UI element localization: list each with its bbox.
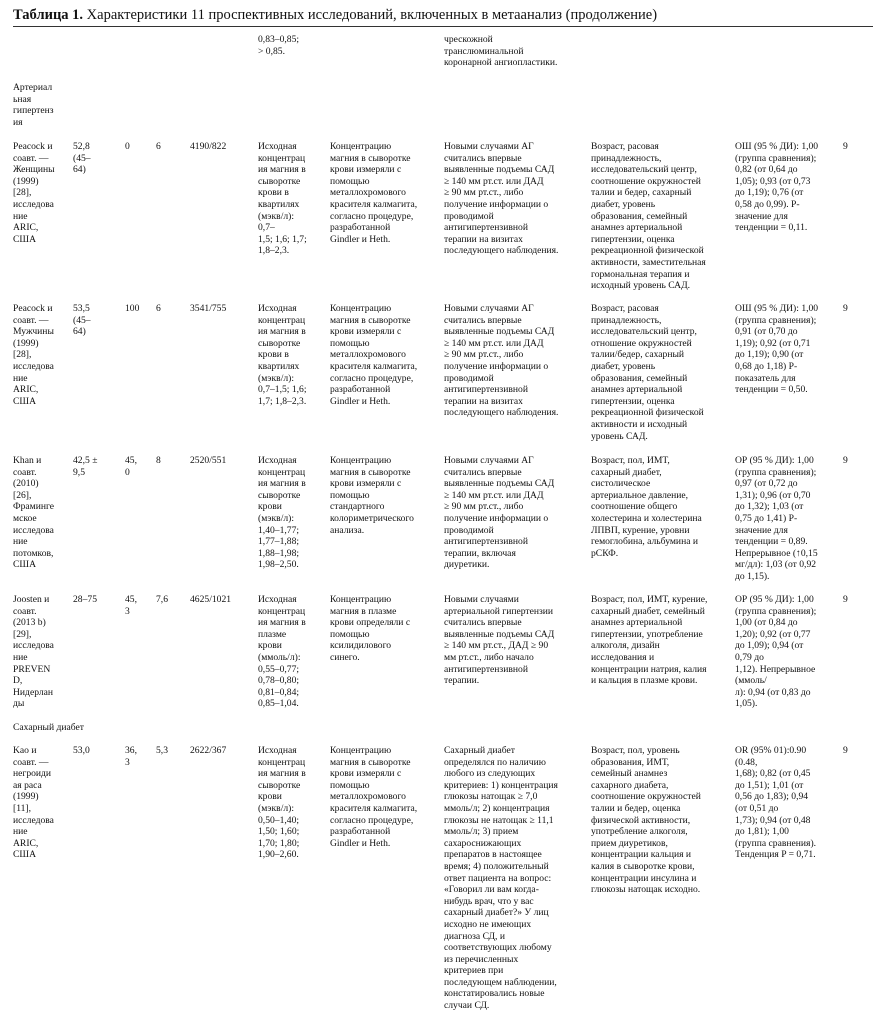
cell-male-percent: 36, 3 (125, 745, 137, 768)
cell-outcome: Новыми случаями АГ считались впервые выявленные подъемы САД ≥ 140 мм рт.ст. или ДАД ≥ 90 мм рт.ст., либо получение информации о проводимой антигипертензивной терапии на визитах последующего наблюдения. (444, 303, 559, 419)
cell-measurement: Концентрацию магния в сыворотке крови измеряли с помощью металлохромового красителя калмагита, согласно процедуре, разработанной Gindler и Heth. (330, 745, 418, 849)
cell-risk-estimate: ОШ (95 % ДИ): 1,00 (группа сравнения); 0,82 (от 0,64 до 1,05); 0,93 (от 0,73 до 1,19); 0,76 (от 0,58 до 0,99). P- значение для тенденции = 0,11. (735, 141, 819, 234)
cell-risk-estimate: ОР (95 % ДИ): 1,00 (группа сравнения); 1,00 (от 0,84 до 1,20); 0,92 (от 0,77 до 1,09); 0,94 (от 0,79 до 1,12). Непрерывное (ммоль/ л): 0,94 (от 0,83 до 1,05). (735, 594, 817, 710)
cell-outcome: Сахарный диабет определялся по наличию любого из следующих критериев: 1) концентрация глюкозы натощак ≥ 7,0 ммоль/л; 2) концентрация глюкозы не натощак ≥ 11,1 ммоль/л; 3) прием сахароснижающих препаратов в настоящее время; 4) положительный ответ пациента на вопрос: «Говорил ли вам когда- нибудь врач, что у вас сахарный диабет?» У лиц исходно не имеющих диагноза СД, и соответствующих любому из перечисленных критериев при последующем наблюдении, констатировались новые случаи СД. (444, 745, 558, 1012)
cell-measurement: Концентрацию магния в сыворотке крови измеряли с помощью стандартного колориметрического анализа. (330, 455, 414, 536)
cell-risk-estimate: ОР (95 % ДИ): 1,00 (группа сравнения); 0,97 (от 0,72 до 1,31); 0,96 (от 0,70 до 1,32); 1,03 (от 0,75 до 1,41) P- значение для тенденции = 0,89. Непрерывное (↑0,15 мг/дл): 1,03 (от 0,92 до 1,15). (735, 455, 818, 582)
cell-quality-score: 9 (843, 745, 848, 756)
table-title (13, 6, 657, 24)
cell-age: 53,0 (73, 745, 90, 756)
title-rule (13, 26, 873, 27)
continued-cell-exposure: 0,83–0,85; > 0,85. (258, 34, 300, 57)
cell-age: 28–75 (73, 594, 97, 605)
cell-measurement: Концентрацию магния в плазме крови определяли с помощью ксилидилового синего. (330, 594, 411, 663)
cell-risk-estimate: ОШ (95 % ДИ): 1,00 (группа сравнения); 0,91 (от 0,70 до 1,19); 0,92 (от 0,71 до 1,19); 0,90 (от 0,68 до 1,18) P- показатель для тенденции = 0,50. (735, 303, 819, 396)
cell-male-percent: 45, 3 (125, 594, 137, 617)
cell-study: Joosten и соавт. (2013 b) [29], исследова ние PREVEN D, Нидерлан ды (13, 594, 54, 710)
cell-male-percent: 45, 0 (125, 455, 137, 478)
cell-adjustments: Возраст, пол, уровень образования, ИМТ, семейный анамнез сахарного диабета, соотношение окружностей талии и бедер, оценка физической активности, употребление алкоголя, прием диуретиков, концентрации кальция и калия в сыворотке крови, концентрации инсулина и глюкозы натощак исходно. (591, 745, 701, 896)
cell-adjustments: Возраст, расовая принадлежность, исследовательский центр, соотношение окружностей талии и бедер, сахарный диабет, уровень образования, семейный анамнез артериальной гипертензии, оценка рекреационной физической активности, заместительная гормональная терапия и исходный уровень САД. (591, 141, 706, 292)
continued-cell-outcome: чрескожной транслюминальной коронарной ангиопластики. (444, 34, 558, 69)
table-title-label: Таблица 1. (13, 7, 84, 23)
cell-male-percent: 100 (125, 303, 140, 314)
cell-exposure: Исходная концентрац ия магния в сыворотке крови (мэкв/л): 1,40–1,77; 1,77–1,88; 1,88–1,98; 1,98–2,50. (258, 455, 306, 571)
cell-quality-score: 9 (843, 455, 848, 466)
cell-risk-estimate: OR (95% 01):0.90 (0.48, 1,68); 0,82 (от 0,45 до 1,51); 1,01 (от 0,56 до 1,83); 0,94 (от 0,51 до 1,73); 0,94 (от 0,48 до 1,81); 1,00 (группа сравнения). Тенденция P = 0,71. (735, 745, 817, 861)
cell-followup: 6 (156, 303, 161, 314)
cell-adjustments: Возраст, расовая принадлежность, исследовательский центр, отношение окружностей талии/бедер, сахарный диабет, уровень образования, семейный анамнез артериальной гипертензии, оценка рекреационной физической активности и исходный уровень САД. (591, 303, 704, 442)
cell-exposure: Исходная концентрац ия магния в сыворотке крови (мэкв/л): 0,50–1,40; 1,50; 1,60; 1,70; 1,80; 1,90–2,60. (258, 745, 306, 861)
cell-quality-score: 9 (843, 594, 848, 605)
table-title-text: Характеристики 11 проспективных исследований, включенных в метаанализ (продолжение) (83, 7, 658, 23)
cell-outcome: Новыми случаями АГ считались впервые выявленные подъемы САД ≥ 140 мм рт.ст. или ДАД ≥ 90 мм рт.ст., либо получение информации о проводимой антигипертензивной терапии, включая диуретики. (444, 455, 555, 571)
cell-participants-cases: 2622/367 (190, 745, 227, 756)
cell-participants-cases: 4190/822 (190, 141, 227, 152)
section-heading-diabetes: Сахарный диабет (13, 722, 84, 733)
cell-exposure: Исходная концентрац ия магния в сыворотке крови в квартилях (мэкв/л): 0,7– 1,5; 1,6; 1,7; 1,8–2,3. (258, 141, 307, 257)
cell-age: 42,5 ± 9,5 (73, 455, 98, 478)
cell-outcome: Новыми случаями артериальной гипертензии считались впервые выявленные подъемы САД ≥ 140 мм рт.ст., ДАД ≥ 90 мм рт.ст., либо начало антигипертензивной терапии. (444, 594, 555, 687)
cell-study: Peacock и соавт. — Мужчины (1999) [28], исследова ние ARIC, США (13, 303, 54, 407)
cell-followup: 7,6 (156, 594, 168, 605)
cell-exposure: Исходная концентрац ия магния в плазме крови (ммоль/л): 0,55–0,77; 0,78–0,80; 0,81–0,84; 0,85–1,04. (258, 594, 306, 710)
cell-adjustments: Возраст, пол, ИМТ, курение, сахарный диабет, семейный анамнез артериальной гипертензии, употребление алкоголя, дизайн исследования и концентрации натрия, калия и кальция в плазме крови. (591, 594, 708, 687)
cell-study: Khan и соавт. (2010) [26], Фраминге мское исследова ние потомков, США (13, 455, 55, 571)
cell-study: Peacock и соавт. — Женщины (1999) [28], исследова ние ARIC, США (13, 141, 55, 245)
cell-quality-score: 9 (843, 303, 848, 314)
cell-adjustments: Возраст, пол, ИМТ, сахарный диабет, систолическое артериальное давление, соотношение общего холестерина и холестерина ЛПВП, курение, уровни гемоглобина, альбумина и рСКФ. (591, 455, 702, 559)
cell-quality-score: 9 (843, 141, 848, 152)
cell-participants-cases: 4625/1021 (190, 594, 232, 605)
cell-followup: 8 (156, 455, 161, 466)
cell-age: 53,5 (45– 64) (73, 303, 91, 338)
cell-exposure: Исходная концентрац ия магния в сыворотке крови в квартилях (мэкв/л): 0,7–1,5; 1,6; 1,7; 1,8–2,3. (258, 303, 307, 407)
section-heading-hypertension: Артериал ьная гипертенз ия (13, 82, 54, 128)
cell-male-percent: 0 (125, 141, 130, 152)
cell-study: Kao и соавт. — негроиди ая раса (1999) [11], исследова ние ARIC, США (13, 745, 54, 861)
cell-measurement: Концентрацию магния в сыворотке крови измеряли с помощью металлохромового красителя калмагита, согласно процедуре, разработанной Gindler и Heth. (330, 141, 418, 245)
cell-outcome: Новыми случаями АГ считались впервые выявленные подъемы САД ≥ 140 мм рт.ст. или ДАД ≥ 90 мм рт.ст., либо получение информации о проводимой антигипертензивной терапии на визитах последующего наблюдения. (444, 141, 559, 257)
cell-participants-cases: 2520/551 (190, 455, 227, 466)
cell-participants-cases: 3541/755 (190, 303, 227, 314)
cell-followup: 6 (156, 141, 161, 152)
cell-followup: 5,3 (156, 745, 168, 756)
cell-measurement: Концентрацию магния в сыворотке крови измеряли с помощью металлохромового красителя калмагита, согласно процедуре, разработанной Gindler и Heth. (330, 303, 418, 407)
cell-age: 52,8 (45– 64) (73, 141, 91, 176)
